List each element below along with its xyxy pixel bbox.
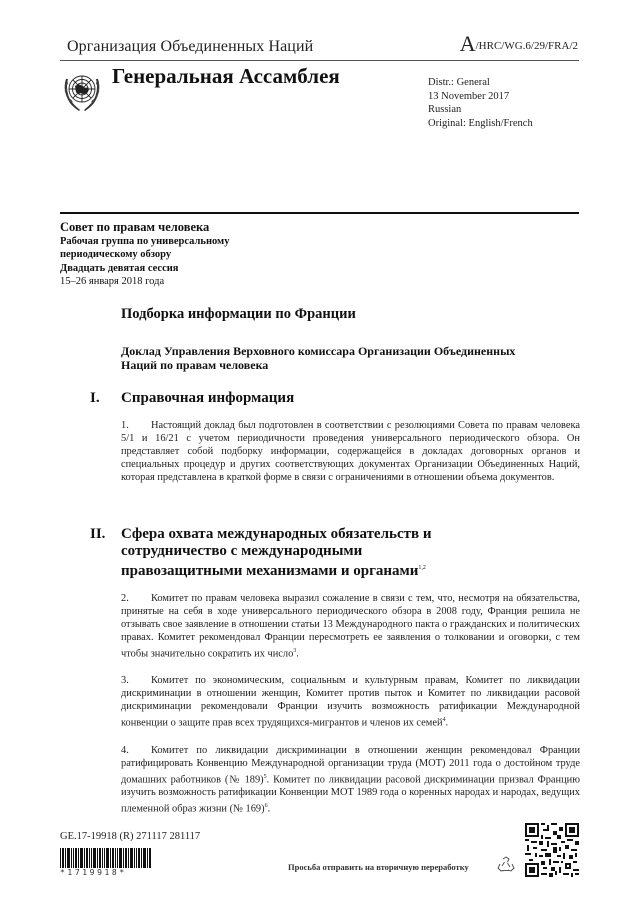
distribution-block [428,76,533,130]
footnote-ref[interactable]: 1,2 [418,565,426,571]
session-dates: 15–26 января 2018 года [60,276,165,287]
council-name: Совет по правам человека [60,220,210,234]
section-2-title: Сфера охвата международных обязательств и сотрудничество с международными правозащитными механизмами и органами [121,526,432,579]
un-emblem-icon [61,69,103,115]
paragraph-2 [121,593,580,661]
paragraph-tail: . [445,717,449,729]
council-block [60,221,229,289]
session-name: Двадцать девятая сессия [60,262,179,274]
paragraph-4 [121,745,580,816]
paragraph-number: 2. [121,593,129,604]
working-group-line2: периодическому обзору [60,249,172,260]
section-2-number: II. [90,526,106,542]
qr-code-icon [525,823,579,877]
section-1-number: I. [90,390,100,406]
document-symbol [459,31,578,56]
paragraph-number: 1. [121,420,129,431]
paragraph-tail: . [267,803,271,815]
paragraph-text: Комитет по правам человека выразил сожаление в связи с тем, что, несмотря на обязательства, принятые на себя в ходе универсального периодического обзора в 2008 году, Франция решила не отзывать свое заявление в отношении статьи 13 Международного пакта о гражданских и политических правах. Комитет рекомендовал Франции пересмотреть ее заявления о толковании и оговорки, с тем чтобы значительно сократить их число [121,593,580,660]
paragraph-1 [121,420,580,485]
paragraph-3 [121,675,580,730]
barcode-number: *1719918* [60,868,127,877]
recycle-icon [497,856,515,874]
footnote-ref[interactable]: 6 [264,803,268,810]
section-1-title: Справочная информация [121,390,295,406]
organization-name: Организация Объединенных Наций [67,38,314,55]
paragraph-text: Настоящий доклад был подготовлен в соответствии с резолюциями Совета по правам человека 5/1 и 16/21 с учетом периодичности проведения универсального периодического обзора. Он представляет собой подборку информации, содержащейся в докладах договорных органов и специальных процедур и других соответствующих документах Организации Объединенных Наций, которая представлена в краткой форме в связи с ограничениями в отношении объема документов. [121,420,580,483]
footnote-ref[interactable]: 3 [293,647,297,654]
original-line: Original: English/French [428,117,533,129]
symbol-prefix: A [459,31,476,56]
paragraph-text: Комитет по экономическим, социальным и культурным правам, Комитет по ликвидации дискриминации в отношении женщин, Комитет против пыток и Комитет по ликвидации расовой дискриминации рекомендовали Франции изучить возможность ратификации Международной конвенции о защите прав всех трудящихся-мигрантов и членов их семей [121,675,580,729]
paragraph-text: Комитет по ликвидации дискриминации в отношении женщин рекомендовал Франции ратифицировать Конвенцию Международной организации труда (МОТ) 2011 года о достойном труде домашних работников (№ 189) [121,745,580,786]
paragraph-number: 4. [121,745,129,756]
working-group-line1: Рабочая группа по универсальному [60,235,230,247]
paragraph-tail: . [296,648,299,660]
barcode-icon [60,848,152,868]
section-2-heading [121,526,461,580]
date-line: 13 November 2017 [428,90,510,102]
header-rule [60,60,579,61]
symbol-rest: /HRC/WG.6/29/FRA/2 [475,40,578,52]
document-subtitle: Доклад Управления Верховного комиссара Организации Объединенных Наций по правам человека [121,344,516,372]
footnote-ref[interactable]: 5 [263,773,267,780]
footnote-ref[interactable]: 4 [442,716,446,723]
recycle-notice: Просьба отправить на вторичную переработку [288,862,469,872]
job-number: GE.17-19918 (R) 271117 281117 [60,831,201,842]
language-line: Russian [428,104,462,115]
document-title: Подборка информации по Франции [121,306,356,322]
paragraph-number: 3. [121,675,129,686]
distr-line: Distr.: General [428,77,490,88]
assembly-title: Генеральная Ассамблея [112,64,340,88]
paragraph-text-2: . Комитет по ликвидации расовой дискриминации призвал Францию изучить возможность ратификации Конвенции МОТ 1989 года о коренных народах и народах, ведущих племенной образ жизни (№ 169) [121,774,580,815]
section-rule [60,212,579,214]
